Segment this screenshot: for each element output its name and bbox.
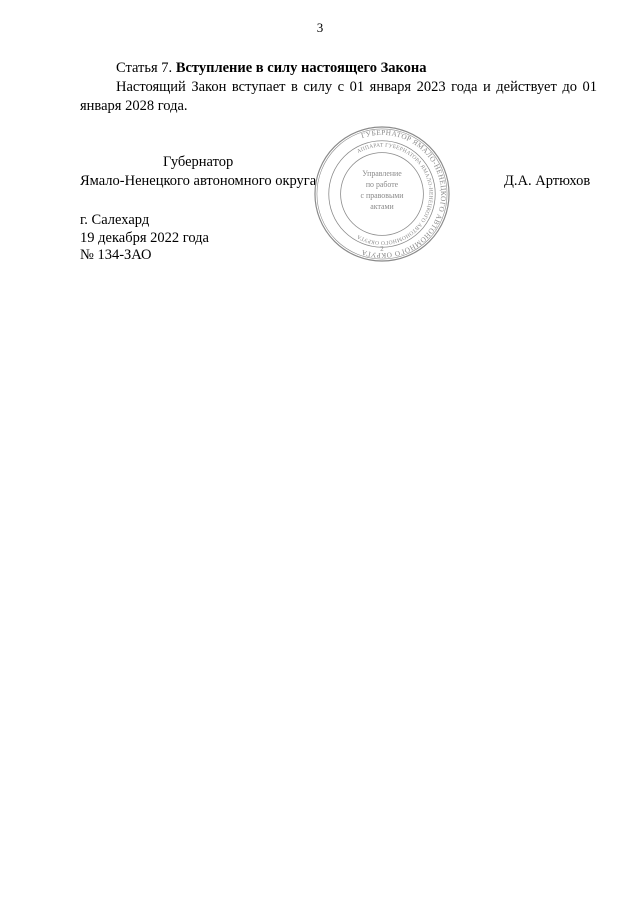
seal-center-line-1: Управление [362, 169, 402, 179]
law-number: № 134-ЗАО [80, 247, 152, 263]
official-seal [313, 125, 451, 263]
signer-position: Губернатор [163, 154, 234, 170]
signing-details [80, 212, 209, 265]
article-title: Вступление в силу настоящего Закона [175, 60, 427, 76]
signer-region: Ямало-Ненецкого автономного округа [80, 173, 317, 189]
signing-date: 19 декабря 2022 года [80, 229, 209, 246]
seal-bottom-mark: 2 [380, 246, 384, 254]
signing-city: г. Салехард [80, 212, 150, 228]
article-heading [80, 59, 597, 78]
seal-center-line-4: актами [370, 201, 394, 211]
page-number: 3 [316, 20, 324, 35]
article-body: Настоящий Закон вступает в силу с 01 января 2023 года и действует до 01 января 2028 года. [80, 79, 597, 114]
seal-center-line-3: с правовыми [360, 190, 404, 200]
signer-name: Д.А. Артюхов [504, 173, 591, 189]
article-label: Статья 7. [116, 60, 173, 76]
seal-outer-text: ГУБЕРНАТОР ЯМАЛО-НЕНЕЦКОГО АВТОНОМНОГО ОКРУГА [360, 128, 448, 260]
seal-center-line-2: по работе [365, 180, 399, 190]
seal-inner-text: АППАРАТ ГУБЕРНАТОРА ЯМАЛО-НЕНЕЦКОГО АВТОНОМНОГО ОКРУГА [356, 142, 434, 246]
